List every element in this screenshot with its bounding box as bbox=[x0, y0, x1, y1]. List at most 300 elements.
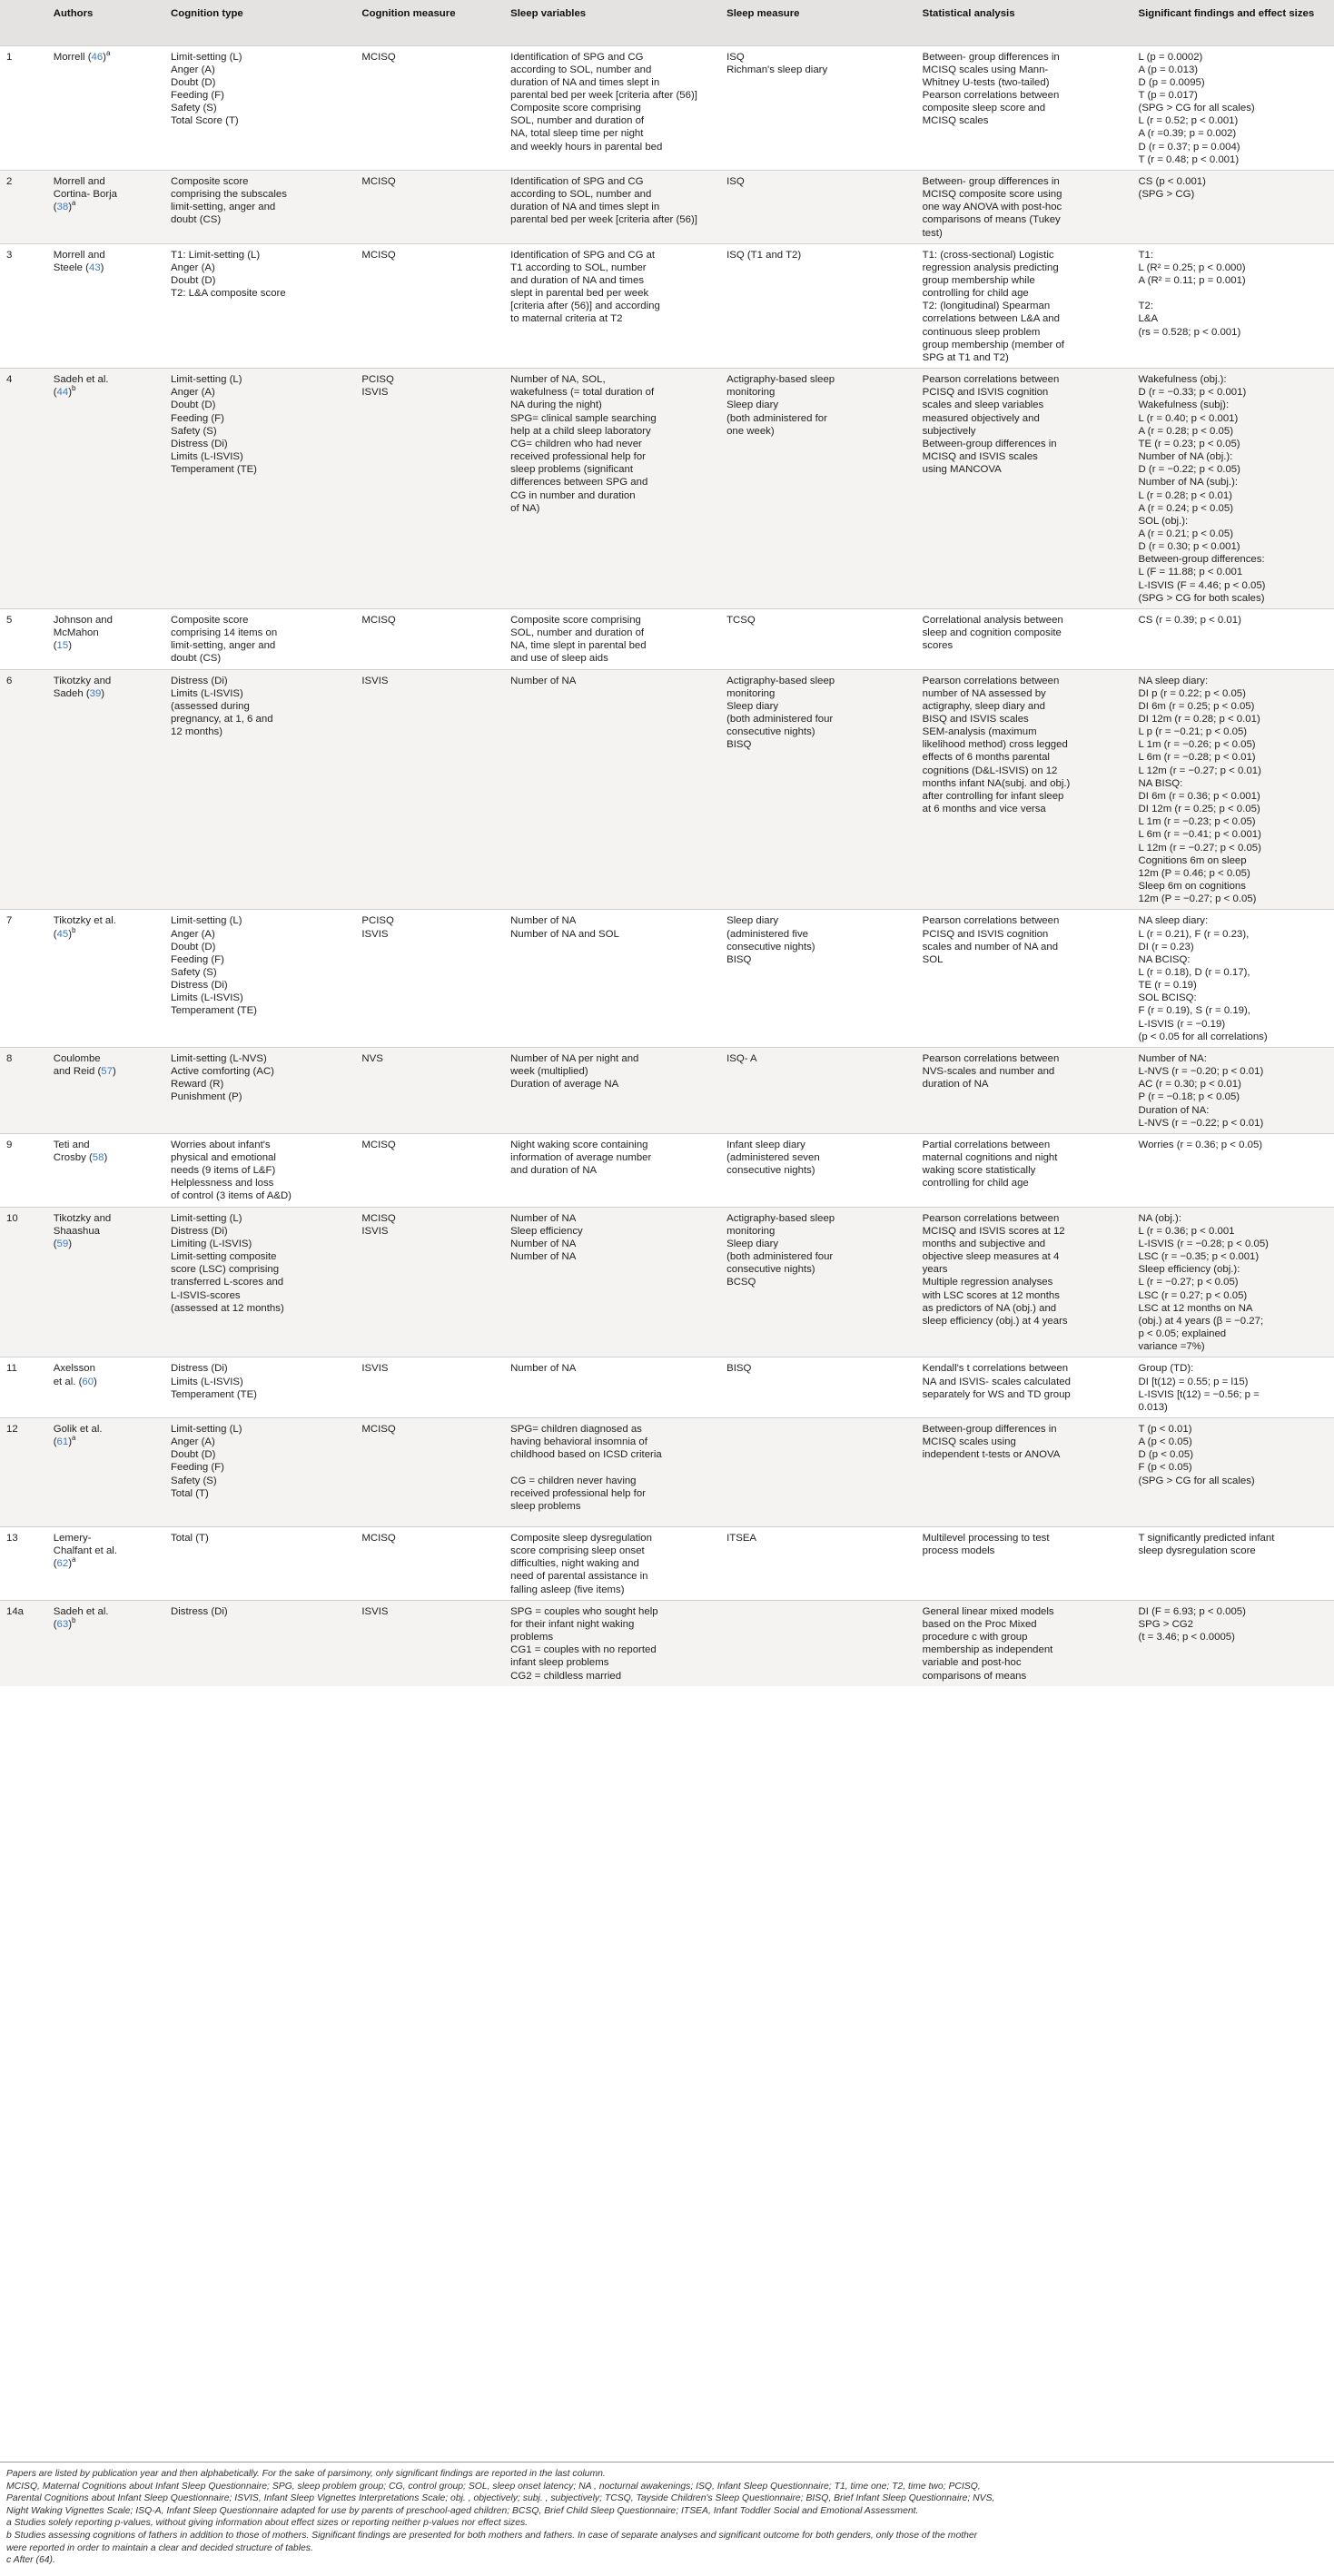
citation-link[interactable]: 60 bbox=[82, 1376, 94, 1387]
sleep-measure-cell bbox=[720, 1526, 916, 1600]
cognition-type-line: Worries about infant's bbox=[171, 1139, 271, 1150]
footnote-mark: a bbox=[71, 199, 76, 208]
cognition-type-line: Feeding (F) bbox=[171, 412, 224, 424]
author-text: Crosby ( bbox=[53, 1152, 93, 1163]
header-number bbox=[0, 0, 47, 45]
cognition-measure-cell bbox=[355, 669, 504, 910]
statistical-analysis-cell bbox=[916, 608, 1132, 669]
cognition-measure-line: PCISQ bbox=[361, 374, 394, 386]
findings-line: P (r = −0.18; p < 0.05) bbox=[1138, 1091, 1240, 1103]
findings-line: (SPG > CG) bbox=[1138, 189, 1195, 201]
statistical-analysis-line: months and subjective and bbox=[922, 1238, 1046, 1249]
findings-line: TE (r = 0.19) bbox=[1138, 980, 1197, 992]
cognition-measure-cell bbox=[355, 910, 504, 1048]
statistical-analysis-line: controlling for child age bbox=[922, 288, 1029, 300]
sleep-measure-cell bbox=[720, 369, 916, 609]
author-close: ) bbox=[112, 1066, 116, 1078]
findings-line: DI 6m (r = 0.25; p < 0.05) bbox=[1138, 700, 1255, 712]
sleep-measure-line: ITSEA bbox=[726, 1532, 757, 1544]
statistical-analysis-line: group membership (member of bbox=[922, 339, 1064, 350]
sleep-variables-line: CG1 = couples with no reported bbox=[510, 1644, 657, 1656]
author-text: ( bbox=[53, 1618, 57, 1630]
statistical-analysis-line: Partial correlations between bbox=[922, 1139, 1051, 1150]
findings-cell bbox=[1132, 170, 1334, 243]
findings-line: D (r = 0.37; p = 0.004) bbox=[1138, 141, 1240, 153]
findings-line: DI [t(12) = 0.55; p = l15) bbox=[1138, 1376, 1249, 1387]
findings-line: LSC at 12 months on NA bbox=[1138, 1302, 1253, 1314]
statistical-analysis-line: sleep and cognition composite bbox=[922, 627, 1062, 639]
findings-line: p < 0.05; explained bbox=[1138, 1328, 1227, 1340]
findings-line: CS (r = 0.39; p < 0.01) bbox=[1138, 614, 1241, 626]
findings-line: L (r = 0.52; p < 0.001) bbox=[1138, 115, 1239, 127]
author-close: ) bbox=[68, 202, 72, 213]
statistical-analysis-line: controlling for child age bbox=[922, 1178, 1029, 1189]
findings-line: SOL BCISQ: bbox=[1138, 992, 1197, 1004]
statistical-analysis-cell bbox=[916, 1047, 1132, 1133]
findings-line: A (r = 0.24; p < 0.05) bbox=[1138, 502, 1234, 514]
cognition-type-line: Reward (R) bbox=[171, 1079, 224, 1091]
footnote-mark: b bbox=[71, 1616, 76, 1625]
row-number-text: 3 bbox=[6, 249, 13, 261]
table-footnotes bbox=[0, 2462, 1334, 2567]
sleep-variables-line: NA, time slept in parental bed bbox=[510, 640, 647, 652]
cognition-type-line: Distress (Di) bbox=[171, 438, 228, 449]
findings-line: DI 12m (r = 0.28; p < 0.01) bbox=[1138, 714, 1260, 725]
sleep-measure-cell bbox=[720, 45, 916, 170]
sleep-variables-line: score comprising sleep onset bbox=[510, 1545, 645, 1557]
sleep-measure-line: Actigraphy-based sleep bbox=[726, 675, 835, 686]
table-row bbox=[0, 910, 1334, 1048]
findings-cell bbox=[1132, 1357, 1334, 1418]
author-line: McMahon bbox=[53, 627, 99, 639]
statistical-analysis-line: after controlling for infant sleep bbox=[922, 790, 1064, 802]
findings-line: T (p < 0.01) bbox=[1138, 1423, 1192, 1435]
findings-cell bbox=[1132, 1207, 1334, 1357]
author-line bbox=[54, 1436, 159, 1448]
cognition-measure-cell bbox=[355, 1357, 504, 1418]
row-number-text: 10 bbox=[6, 1212, 18, 1224]
header-sleep-variables: Sleep variables bbox=[504, 0, 720, 45]
table-body bbox=[0, 45, 1334, 1686]
author-line: Sadeh et al. bbox=[53, 1605, 109, 1617]
statistical-analysis-line: BISQ and ISVIS scales bbox=[922, 714, 1029, 725]
findings-line: T (r = 0.48; p < 0.001) bbox=[1138, 153, 1240, 165]
cognition-type-line: Limits (L-ISVIS) bbox=[171, 451, 243, 463]
author-line: Coulombe bbox=[53, 1052, 101, 1064]
sleep-variables-cell bbox=[504, 669, 720, 910]
sleep-variables-line: Number of NA, SOL, bbox=[510, 374, 606, 386]
table-row bbox=[0, 1417, 1334, 1526]
findings-cell bbox=[1132, 1526, 1334, 1600]
sleep-variables-line: infant sleep problems bbox=[510, 1657, 609, 1669]
findings-cell bbox=[1132, 669, 1334, 910]
cognition-type-line: Anger (A) bbox=[171, 1436, 215, 1448]
cognition-measure-cell bbox=[355, 1047, 504, 1133]
findings-line: Sleep efficiency (obj.): bbox=[1138, 1264, 1240, 1276]
header-cognition-type: Cognition type bbox=[164, 0, 355, 45]
sleep-variables-cell bbox=[504, 608, 720, 669]
statistical-analysis-cell bbox=[916, 170, 1132, 243]
sleep-variables-line: received professional help for bbox=[510, 1487, 646, 1499]
sleep-measure-cell bbox=[720, 910, 916, 1048]
findings-line: NA sleep diary: bbox=[1138, 675, 1209, 686]
sleep-variables-cell bbox=[504, 170, 720, 243]
row-number-text: 9 bbox=[6, 1139, 13, 1150]
cognition-measure-line: ISVIS bbox=[361, 675, 389, 686]
row-number bbox=[0, 1600, 47, 1685]
sleep-variables-line: wakefulness (= total duration of bbox=[510, 387, 655, 399]
statistical-analysis-line: NA and ISVIS- scales calculated bbox=[922, 1376, 1071, 1387]
sleep-variables-line: SOL, number and duration of bbox=[510, 115, 645, 127]
author-line: Teti and bbox=[53, 1139, 90, 1150]
authors-cell bbox=[47, 1047, 164, 1133]
sleep-measure-line: ISQ (T1 and T2) bbox=[726, 249, 802, 261]
statistical-analysis-line: General linear mixed models bbox=[922, 1605, 1054, 1617]
findings-line: DI (r = 0.23) bbox=[1138, 941, 1194, 952]
findings-cell bbox=[1132, 369, 1334, 609]
sleep-variables-cell bbox=[504, 1207, 720, 1357]
sleep-measure-line: BISQ bbox=[726, 739, 752, 751]
statistical-analysis-line: sleep efficiency (obj.) at 4 years bbox=[922, 1315, 1068, 1327]
statistical-analysis-line: months infant NA(subj. and obj.) bbox=[922, 777, 1071, 789]
citation-link[interactable]: 62 bbox=[56, 1558, 69, 1570]
cognition-type-line: Temperament (TE) bbox=[171, 464, 257, 476]
author-line bbox=[53, 48, 159, 64]
author-text: Steele ( bbox=[53, 262, 89, 273]
sleep-variables-line: Number of NA per night and bbox=[510, 1052, 639, 1064]
sleep-measure-line: consecutive nights) bbox=[726, 941, 815, 952]
row-number-text: 11 bbox=[6, 1363, 17, 1375]
statistical-analysis-line: T2: (longitudinal) Spearman bbox=[922, 301, 1051, 312]
statistical-analysis-line: MCISQ scales bbox=[922, 115, 989, 127]
sleep-variables-line: T1 according to SOL, number bbox=[510, 262, 647, 273]
findings-line: A (r = 0.21; p < 0.05) bbox=[1138, 528, 1234, 539]
findings-line: (SPG > CG for both scales) bbox=[1138, 592, 1265, 604]
cognition-type-line: Helplessness and loss bbox=[171, 1178, 274, 1189]
findings-line: L 12m (r = −0.27; p < 0.05) bbox=[1138, 842, 1261, 854]
author-line: Lemery- bbox=[53, 1532, 92, 1544]
cognition-measure-cell bbox=[355, 170, 504, 243]
author-line bbox=[54, 1238, 159, 1250]
statistical-analysis-cell bbox=[916, 910, 1132, 1048]
findings-line: Group (TD): bbox=[1138, 1363, 1194, 1375]
sleep-variables-line: and use of sleep aids bbox=[510, 653, 608, 665]
cognition-measure-line: ISVIS bbox=[361, 387, 389, 399]
findings-line: variance =7%) bbox=[1138, 1341, 1205, 1353]
cognition-type-cell bbox=[164, 170, 355, 243]
statistical-analysis-line: regression analysis predicting bbox=[922, 262, 1059, 273]
cognition-type-line: comprising the subscales bbox=[171, 189, 287, 201]
author-close: ) bbox=[68, 1558, 72, 1570]
sleep-measure-cell bbox=[720, 608, 916, 669]
sleep-variables-line: sleep problems bbox=[510, 1500, 581, 1512]
sleep-measure-cell bbox=[720, 669, 916, 910]
sleep-variables-line: according to SOL, number and bbox=[510, 64, 652, 75]
sleep-variables-cell bbox=[504, 243, 720, 368]
table-row bbox=[0, 669, 1334, 910]
sleep-variables-line: information of average number bbox=[510, 1152, 652, 1163]
author-close: ) bbox=[103, 51, 106, 63]
statistical-analysis-line: Between- group differences in bbox=[922, 175, 1060, 187]
sleep-variables-line: Identification of SPG and CG at bbox=[510, 249, 656, 261]
header-statistical-analysis: Statistical analysis bbox=[916, 0, 1132, 45]
findings-line: Number of NA (subj.): bbox=[1138, 477, 1239, 489]
author-close: ) bbox=[101, 687, 105, 699]
findings-line: L p (r = −0.21; p < 0.05) bbox=[1138, 726, 1248, 738]
authors-cell bbox=[47, 1207, 164, 1357]
author-line: Morrell and bbox=[53, 175, 105, 187]
sleep-measure-line: BISQ bbox=[726, 1363, 752, 1375]
cognition-type-cell bbox=[164, 45, 355, 170]
sleep-variables-line: Sleep efficiency bbox=[510, 1225, 583, 1237]
authors-cell bbox=[47, 1526, 164, 1600]
sleep-measure-line: consecutive nights) bbox=[726, 1264, 815, 1276]
statistical-analysis-line: as predictors of NA (obj.) and bbox=[922, 1302, 1057, 1314]
row-number-text: 6 bbox=[6, 675, 13, 686]
sleep-variables-line: NA during the night) bbox=[510, 400, 602, 411]
cognition-type-line: Composite score bbox=[171, 175, 249, 187]
author-line bbox=[54, 639, 159, 652]
citation-link[interactable]: 44 bbox=[56, 387, 69, 399]
cognition-measure-line: NVS bbox=[361, 1052, 383, 1064]
findings-line: CS (p < 0.001) bbox=[1138, 175, 1206, 187]
statistical-analysis-line: group membership while bbox=[922, 275, 1035, 286]
citation-link[interactable]: 61 bbox=[56, 1436, 69, 1448]
sleep-variables-line: SPG= children diagnosed as bbox=[510, 1423, 642, 1435]
citation-link[interactable]: 58 bbox=[92, 1152, 104, 1163]
author-text: ( bbox=[53, 1238, 57, 1249]
author-line bbox=[54, 1557, 159, 1570]
sleep-measure-cell bbox=[720, 1417, 916, 1526]
statistical-analysis-cell bbox=[916, 1133, 1132, 1207]
cognition-type-line: Distress (Di) bbox=[171, 980, 228, 992]
statistical-analysis-line: T1: (cross-sectional) Logistic bbox=[922, 249, 1054, 261]
sleep-variables-line: Number of NA bbox=[510, 1251, 577, 1263]
citation-link[interactable]: 45 bbox=[56, 928, 69, 940]
row-number-text: 12 bbox=[6, 1423, 18, 1435]
cognition-type-line: Safety (S) bbox=[171, 103, 217, 114]
sleep-variables-line: Number of NA bbox=[510, 915, 577, 927]
sleep-variables-line: week (multiplied) bbox=[510, 1066, 588, 1078]
sleep-measure-cell bbox=[720, 243, 916, 368]
statistical-analysis-line: membership as independent bbox=[922, 1644, 1053, 1656]
author-line: Tikotzky and bbox=[53, 675, 112, 686]
statistical-analysis-line: Pearson correlations between bbox=[922, 89, 1060, 101]
author-close: ) bbox=[100, 262, 104, 273]
footnote-mark: b bbox=[71, 384, 76, 393]
citation-link[interactable]: 57 bbox=[101, 1066, 113, 1078]
author-close: ) bbox=[68, 1436, 72, 1448]
sleep-variables-line: SPG = couples who sought help bbox=[510, 1605, 658, 1617]
sleep-variables-line: Identification of SPG and CG bbox=[510, 175, 644, 187]
sleep-measure-line: Richman's sleep diary bbox=[726, 64, 828, 75]
cognition-type-line: Limit-setting (L) bbox=[171, 374, 242, 386]
cognition-measure-cell bbox=[355, 369, 504, 609]
findings-line: L 6m (r = −0.41; p < 0.001) bbox=[1138, 829, 1261, 841]
statistical-analysis-line: PCISQ and ISVIS cognition bbox=[922, 928, 1049, 940]
cognition-type-cell bbox=[164, 1133, 355, 1207]
sleep-variables-line: Number of NA bbox=[510, 675, 577, 686]
cognition-type-line: Safety (S) bbox=[171, 966, 217, 978]
findings-line: Number of NA (obj.): bbox=[1138, 451, 1233, 463]
footnote-line: Night Waking Vignettes Scale; ISQ-A, Infant Sleep Questionnaire adapted for use by parents of preschool-aged children; BCSQ, Brief Child Sleep Questionnaire; ITSEA, Infant Toddler Social and Emotional Assessment. bbox=[6, 2505, 919, 2516]
statistical-analysis-line: subjectively bbox=[922, 425, 976, 437]
footnote-line: were reported in order to maintain a clear and decided structure of tables. bbox=[6, 2542, 313, 2553]
author-close: ) bbox=[68, 928, 72, 940]
row-number bbox=[0, 1133, 47, 1207]
cognition-type-line: Limiting (L-ISVIS) bbox=[171, 1238, 252, 1249]
findings-cell bbox=[1132, 1600, 1334, 1685]
row-number bbox=[0, 608, 47, 669]
table-row bbox=[0, 369, 1334, 609]
findings-cell bbox=[1132, 45, 1334, 170]
sleep-variables-cell bbox=[504, 1047, 720, 1133]
footnote-line: Parental Cognitions about Infant Sleep Questionnaire; ISVIS, Infant Sleep Vignettes Interpretations Scale; obj. , objectively; subj. , subjectively; TCSQ, Tayside Children's Sleep Questionnaire; BISQ, Brief Infant Sleep Questionnaire; NVS, bbox=[6, 2493, 995, 2504]
citation-link[interactable]: 59 bbox=[56, 1238, 69, 1249]
author-close: ) bbox=[104, 1152, 108, 1163]
cognition-type-line: score (LSC) comprising bbox=[171, 1264, 280, 1276]
statistical-analysis-line: scores bbox=[922, 640, 954, 652]
citation-link[interactable]: 39 bbox=[89, 687, 102, 699]
author-close: ) bbox=[68, 1618, 72, 1630]
cognition-type-line: Feeding (F) bbox=[171, 953, 224, 965]
sleep-measure-line: monitoring bbox=[726, 387, 776, 399]
statistical-analysis-cell bbox=[916, 243, 1132, 368]
header-sleep-measure: Sleep measure bbox=[720, 0, 916, 45]
row-number bbox=[0, 1417, 47, 1526]
findings-line: Wakefulness (obj.): bbox=[1138, 374, 1227, 386]
sleep-measure-line: Sleep diary bbox=[726, 1238, 779, 1249]
statistical-analysis-line: Between-group differences in bbox=[922, 438, 1057, 449]
statistical-analysis-line: PCISQ and ISVIS cognition bbox=[922, 387, 1049, 399]
sleep-measure-line: ISQ- A bbox=[726, 1052, 757, 1064]
findings-line: L (r = 0.40; p < 0.001) bbox=[1138, 412, 1239, 424]
findings-line: sleep dysregulation score bbox=[1138, 1545, 1256, 1557]
findings-line: LSC (r = 0.27; p < 0.05) bbox=[1138, 1289, 1248, 1301]
statistical-analysis-line: independent t-tests or ANOVA bbox=[922, 1449, 1061, 1461]
cognition-type-cell bbox=[164, 1047, 355, 1133]
cognition-type-cell bbox=[164, 243, 355, 368]
author-text: ( bbox=[53, 640, 57, 652]
citation-link[interactable]: 43 bbox=[88, 262, 101, 273]
sleep-variables-line: SOL, number and duration of bbox=[510, 627, 645, 639]
findings-line: NA sleep diary: bbox=[1138, 915, 1209, 927]
citation-link[interactable]: 15 bbox=[56, 640, 69, 652]
cognition-measure-line: MCISQ bbox=[361, 614, 396, 626]
cognition-measure-line: MCISQ bbox=[361, 51, 396, 63]
statistical-analysis-line: correlations between L&A and bbox=[922, 313, 1060, 325]
author-text: ( bbox=[53, 1436, 57, 1448]
cognition-type-line: pregnancy, at 1, 6 and bbox=[171, 714, 273, 725]
row-number bbox=[0, 243, 47, 368]
row-number bbox=[0, 910, 47, 1048]
cognition-measure-cell bbox=[355, 1133, 504, 1207]
statistical-analysis-line: MCISQ and ISVIS scores at 12 bbox=[922, 1225, 1065, 1237]
cognition-type-line: Total Score (T) bbox=[171, 115, 239, 127]
findings-line: F (p < 0.05) bbox=[1138, 1462, 1192, 1474]
findings-line: 12m (P = 0.46; p < 0.05) bbox=[1138, 867, 1250, 879]
cognition-type-line: Anger (A) bbox=[171, 928, 215, 940]
author-line bbox=[54, 1151, 159, 1164]
author-line bbox=[54, 262, 159, 274]
footnote-mark: a bbox=[71, 1434, 76, 1443]
authors-cell bbox=[47, 1600, 164, 1685]
statistical-analysis-line: composite sleep score and bbox=[922, 103, 1046, 114]
sleep-variables-line: and duration of NA and times bbox=[510, 275, 645, 286]
statistical-analysis-line: Pearson correlations between bbox=[922, 675, 1060, 686]
findings-line: (rs = 0.528; p < 0.001) bbox=[1138, 326, 1241, 338]
findings-cell bbox=[1132, 608, 1334, 669]
sleep-variables-line: childhood based on ICSD criteria bbox=[510, 1449, 662, 1461]
cognition-type-line: Total (T) bbox=[171, 1532, 209, 1544]
author-line bbox=[54, 386, 159, 399]
statistical-analysis-line: NVS-scales and number and bbox=[922, 1066, 1055, 1078]
cognition-measure-line: ISVIS bbox=[361, 1363, 389, 1375]
findings-line: L&A bbox=[1138, 313, 1159, 325]
findings-line: D (r = −0.33; p < 0.001) bbox=[1138, 387, 1247, 399]
statistical-analysis-line: years bbox=[922, 1264, 948, 1276]
findings-line: L (r = 0.28; p < 0.01) bbox=[1138, 489, 1232, 501]
citation-link[interactable]: 63 bbox=[56, 1618, 69, 1630]
footnote-mark: a bbox=[71, 1555, 76, 1564]
findings-line: (SPG > CG for all scales) bbox=[1138, 1475, 1255, 1486]
findings-line: LSC (r = −0.35; p < 0.001) bbox=[1138, 1251, 1260, 1263]
author-line bbox=[54, 1065, 159, 1078]
findings-line: L (r = 0.36; p < 0.001 bbox=[1138, 1225, 1235, 1237]
findings-line: L 6m (r = −0.28; p < 0.01) bbox=[1138, 752, 1256, 764]
sleep-variables-line: need of parental assistance in bbox=[510, 1571, 648, 1583]
row-number-text: 13 bbox=[6, 1532, 18, 1544]
statistical-analysis-line: continuous sleep problem bbox=[922, 326, 1041, 338]
citation-link[interactable]: 38 bbox=[56, 202, 69, 213]
findings-line: NA BCISQ: bbox=[1138, 953, 1191, 965]
author-close: ) bbox=[94, 1376, 97, 1387]
sleep-variables-line: parental bed per week [criteria after (56)] bbox=[510, 89, 697, 101]
sleep-variables-line: NA, total sleep time per night bbox=[510, 128, 644, 140]
author-line: Tikotzky and bbox=[53, 1212, 112, 1224]
sleep-variables-line: slept in parental bed per week bbox=[510, 288, 649, 300]
sleep-variables-line: having behavioral insomnia of bbox=[510, 1436, 647, 1448]
cognition-type-line: Feeding (F) bbox=[171, 1462, 224, 1474]
cognition-type-line: limit-setting, anger and bbox=[171, 202, 276, 213]
sleep-variables-line: received professional help for bbox=[510, 451, 646, 463]
cognition-type-line: T2: L&A composite score bbox=[171, 288, 286, 300]
cognition-type-cell bbox=[164, 369, 355, 609]
sleep-measure-line: ISQ bbox=[726, 51, 745, 63]
table-row bbox=[0, 1526, 1334, 1600]
authors-cell bbox=[47, 910, 164, 1048]
findings-line: L 1m (r = −0.23; p < 0.05) bbox=[1138, 816, 1256, 828]
author-line bbox=[54, 201, 159, 213]
author-close: ) bbox=[68, 640, 72, 652]
sleep-variables-cell bbox=[504, 1526, 720, 1600]
findings-line: Duration of NA: bbox=[1138, 1104, 1210, 1116]
findings-line: TE (r = 0.23; p < 0.05) bbox=[1138, 438, 1240, 449]
sleep-measure-cell bbox=[720, 1133, 916, 1207]
citation-link[interactable]: 46 bbox=[91, 51, 104, 63]
sleep-variables-line: and duration of NA bbox=[510, 1165, 598, 1177]
findings-line: T1: bbox=[1138, 249, 1153, 261]
sleep-measure-line: consecutive nights) bbox=[726, 726, 815, 738]
sleep-variables-line: and weekly hours in parental bed bbox=[510, 141, 663, 153]
header-cognition-measure: Cognition measure bbox=[355, 0, 504, 45]
table-row bbox=[0, 1133, 1334, 1207]
sleep-measure-line: BCSQ bbox=[726, 1277, 756, 1288]
findings-line: L 12m (r = −0.27; p < 0.01) bbox=[1138, 765, 1261, 776]
sleep-measure-line: Sleep diary bbox=[726, 400, 779, 411]
statistical-analysis-line: waking score statistically bbox=[922, 1165, 1036, 1177]
sleep-variables-line: according to SOL, number and bbox=[510, 189, 652, 201]
